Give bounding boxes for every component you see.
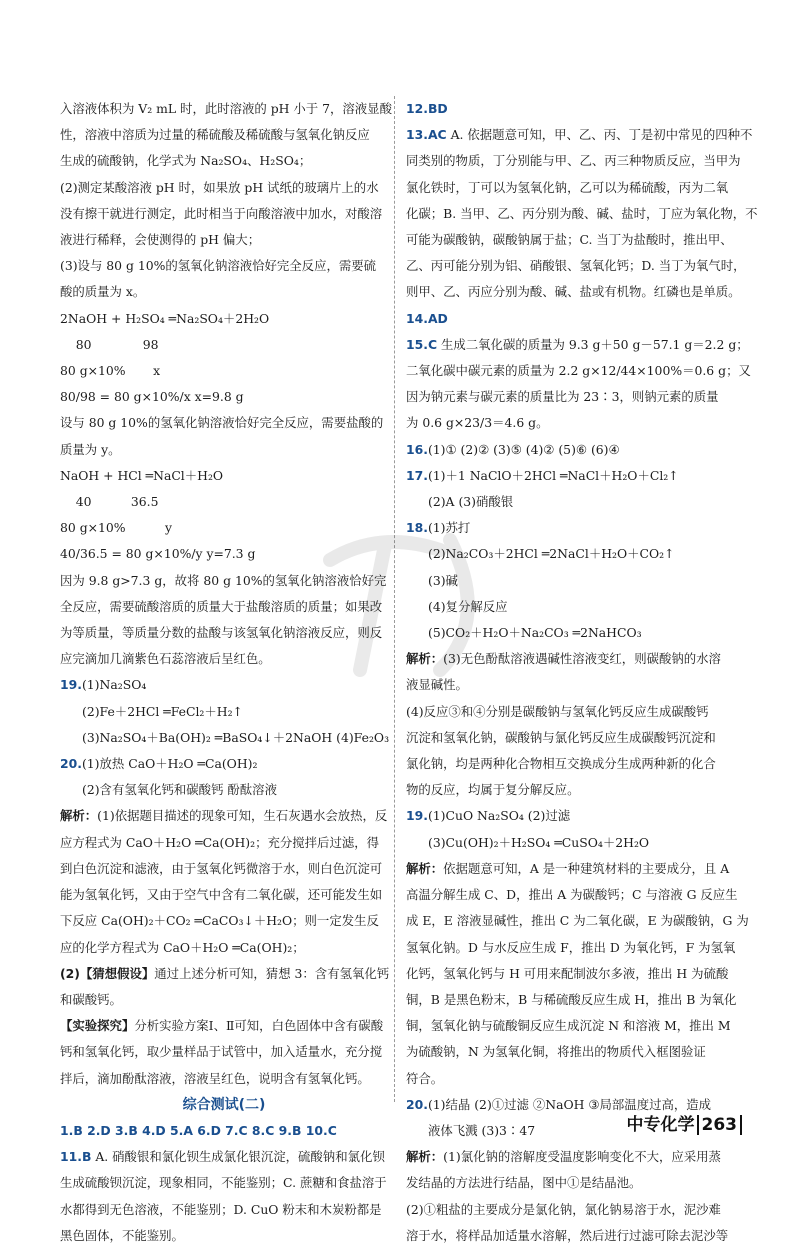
analysis-line xyxy=(60,803,388,829)
answer-text: (1)放热 CaO＋H₂O ═Ca(OH)₂ xyxy=(81,756,258,772)
analysis-line: 符合。 xyxy=(406,1070,444,1086)
experiment-line: 钙和氢氧化钙，取少量样品于试管中，加入适量水，充分搅 xyxy=(60,1044,383,1060)
answer-key: B xyxy=(81,1149,92,1165)
equation-line: 80 g×10% y xyxy=(60,520,172,536)
text-line: 入溶液体积为 V₂ mL 时，此时溶液的 pH 小于 7，溶液显酸 xyxy=(60,101,392,116)
equation-line: NaOH + HCl ═NaCl＋H₂O xyxy=(60,467,224,483)
answer-text: A. 依据题意可知，甲、乙、丙、丁是初中常见的四种不 xyxy=(446,127,753,143)
analysis-line: 到白色沉淀和滤液，由于氢氧化钙微溶于水，则白色沉淀可 xyxy=(60,860,383,876)
analysis-line: 发结晶的方法进行结晶，图中①是结晶池。 xyxy=(406,1175,642,1191)
equation-line: 40 36.5 xyxy=(60,494,159,510)
text-line: 生成的硫酸钠，化学式为 Na₂SO₄、H₂SO₄； xyxy=(60,153,312,169)
question-number: 19. xyxy=(406,808,428,824)
analysis-line: 化钙，氢氧化钙与 H 可用来配制波尔多液，推出 H 为硫酸 xyxy=(406,965,729,981)
analysis-line: 高温分解生成 C、D，推出 A 为碳酸钙；C 与溶液 G 反应生 xyxy=(406,887,738,903)
question-number: 18. xyxy=(406,520,428,536)
question-number: 13. xyxy=(406,127,428,143)
answer-line: 生成硫酸钡沉淀，现象相同，不能鉴别；C. 蔗糖和食盐溶于 xyxy=(60,1175,387,1191)
analysis-text: 依据题意可知，A 是一种建筑材料的主要成分，且 A xyxy=(443,860,730,876)
equation-line: 80 g×10% x xyxy=(60,363,161,379)
analysis-line: 氯化钠，均是两种化合物相互交换成分生成两种新的化合 xyxy=(406,756,716,772)
analysis-line: 铜，B 是黑色粉末，B 与稀硫酸反应生成 H，推出 B 为氧化 xyxy=(406,991,737,1007)
analysis-line: 能为氢氧化钙，又由于空气中含有二氧化碳，还可能发生如 xyxy=(60,887,383,903)
watermark-logo xyxy=(290,500,550,700)
analysis-line xyxy=(406,856,746,882)
experiment-text: 分析实验方案Ⅰ、Ⅱ可知，白色固体中含有碳酸 xyxy=(134,1018,384,1034)
text-line: 液进行稀释，会使测得的 pH 偏大； xyxy=(60,232,261,248)
answer-key: AD xyxy=(427,310,448,326)
analysis-line: 氢氧化钠。D 与水反应生成 F，推出 D 为氧化钙，F 为氢氧 xyxy=(406,939,736,955)
question-13 xyxy=(406,122,753,148)
answer-text: (1)结晶 (2)①过滤 ②NaOH ③局部温度过高，造成 xyxy=(427,1096,712,1112)
analysis-line: 物的反应，均属于复分解反应。 xyxy=(406,782,580,798)
analysis-line: 应方程式为 CaO＋H₂O ═Ca(OH)₂；充分搅拌后过滤，得 xyxy=(60,834,380,850)
answer-text: (1)＋1 NaClO＋2HCl ═NaCl＋H₂O＋Cl₂↑ xyxy=(427,467,679,483)
answer-line: (2)Fe＋2HCl ═FeCl₂＋H₂↑ xyxy=(82,703,243,719)
question-number: 20. xyxy=(60,756,82,772)
text-line: (2)测定某酸溶液 pH 时，如果放 pH 试纸的玻璃片上的水 xyxy=(60,179,379,195)
question-11 xyxy=(60,1144,388,1170)
experiment-label: 【实验探究】 xyxy=(60,1018,135,1034)
question-17 xyxy=(406,463,746,489)
question-number: 15. xyxy=(406,336,428,352)
text-line: 因为 9.8 g>7.3 g，故将 80 g 10%的氢氧化钠溶液恰好完 xyxy=(60,572,387,588)
question-number: 20. xyxy=(406,1096,428,1112)
answer-line: 因为钠元素与碳元素的质量比为 23∶3，则钠元素的质量 xyxy=(406,389,719,405)
answer-line: 化碳；B. 当甲、乙、丙分别为酸、碱、盐时，丁应为氧化物，不 xyxy=(406,205,758,221)
hypothesis-line: 和碳酸钙。 xyxy=(60,991,122,1007)
question-number: 14. xyxy=(406,310,428,326)
answer-line: (2)A (3)硝酸银 xyxy=(428,494,514,510)
text-line: 全反应，需要硫酸溶质的质量大于盐酸溶质的质量；如果改 xyxy=(60,598,383,614)
text-line: (3)设与 80 g 10%的氢氧化钠溶液恰好完全反应，需要硫 xyxy=(60,258,377,274)
analysis-text: (3)无色酚酞溶液遇碱性溶液变红，则碳酸钠的水溶 xyxy=(443,651,721,667)
experiment-line xyxy=(60,1013,388,1039)
analysis-line: 应的化学方程式为 CaO＋H₂O ═Ca(OH)₂； xyxy=(60,939,305,955)
proportion-line: 80/98 = 80 g×10%/x x=9.8 g xyxy=(60,389,244,405)
question-15 xyxy=(406,332,749,358)
answer-line: 液体飞溅 (3)3∶47 xyxy=(428,1122,536,1138)
answer-line: (3)Cu(OH)₂＋H₂SO₄ ═CuSO₄＋2H₂O xyxy=(428,834,650,850)
analysis-line: (4)反应③和④分别是碳酸钠与氢氧化钙反应生成碳酸钙 xyxy=(406,703,709,719)
answer-key: C xyxy=(427,336,438,352)
proportion-line: 40/36.5 = 80 g×10%/y y=7.3 g xyxy=(60,546,256,562)
answer-line: (3)碱 xyxy=(428,572,458,588)
answer-text: (1)苏打 xyxy=(427,520,471,536)
text-line: 没有擦干就进行测定，此时相当于向酸溶液中加水，对酸溶 xyxy=(60,205,383,221)
mcq-answers: 1.B 2.D 3.B 4.D 5.A 6.D 7.C 8.C 9.B 10.C xyxy=(60,1122,337,1138)
analysis-text: (1)氯化钠的溶解度受温度影响变化不大，应采用蒸 xyxy=(443,1149,721,1165)
answer-line: (2)Na₂CO₃＋2HCl ═2NaCl＋H₂O＋CO₂↑ xyxy=(428,546,675,562)
answer-key: BD xyxy=(427,101,448,116)
answer-line: 二氧化碳中碳元素的质量为 2.2 g×12/44×100%＝0.6 g；又 xyxy=(406,363,751,379)
analysis-label: 解析： xyxy=(406,860,444,876)
answer-line: 水都得到无色溶液，不能鉴别；D. CuO 粉末和木炭粉都是 xyxy=(60,1201,382,1217)
question-20 xyxy=(60,751,388,777)
answer-line: 乙、丙可能分别为铝、硝酸银、氢氧化钙；D. 当丁为氧气时， xyxy=(406,258,746,274)
hypothesis-line xyxy=(60,961,388,987)
question-number: 17. xyxy=(406,467,428,483)
question-number: 16. xyxy=(406,441,428,457)
hypothesis-label: (2)【猜想假设】 xyxy=(60,965,155,981)
question-number: 12. xyxy=(406,101,428,116)
analysis-line: 铜，氢氧化钠与硫酸铜反应生成沉淀 N 和溶液 M，推出 M xyxy=(406,1018,731,1034)
page-number: 263 xyxy=(697,1115,743,1135)
analysis-line: 下反应 Ca(OH)₂＋CO₂ ═CaCO₃↓＋H₂O；则一定发生反 xyxy=(60,913,379,929)
text-line: 质量为 y。 xyxy=(60,441,121,457)
section-title: 综合测试(二) xyxy=(182,1096,266,1113)
page-footer xyxy=(627,1110,743,1135)
answer-text: (1)① (2)② (3)⑤ (4)② (5)⑥ (6)④ xyxy=(427,441,620,457)
experiment-line: 拌后，滴加酚酞溶液，溶液呈红色，说明含有氢氧化钙。 xyxy=(60,1070,370,1086)
text-line: 性，溶液中溶质为过量的稀硫酸及稀硫酸与氢氧化钠反应 xyxy=(60,127,370,143)
answer-text: 生成二氧化碳的质量为 9.3 g＋50 g－57.1 g＝2.2 g； xyxy=(437,336,749,352)
analysis-line: (2)①粗盐的主要成分是氯化钠，氯化钠易溶于水，泥沙难 xyxy=(406,1201,721,1217)
analysis-text: (1)依据题目描述的现象可知，生石灰遇水会放热，反 xyxy=(97,808,388,824)
analysis-line: 为硫酸钠，N 为氢氧化铜，将推出的物质代入框图验证 xyxy=(406,1044,706,1060)
equation-line: 80 98 xyxy=(60,336,159,352)
answer-text: (1)CuO Na₂SO₄ (2)过滤 xyxy=(427,808,571,824)
text-line: 酸的质量为 x。 xyxy=(60,284,146,300)
answer-line: 黑色固体，不能鉴别。 xyxy=(60,1227,184,1243)
answer-line: 可能为碳酸钠，碳酸钠属于盐；C. 当丁为盐酸时，推出甲、 xyxy=(406,232,733,248)
answer-line: (4)复分解反应 xyxy=(428,598,508,614)
question-19 xyxy=(406,803,746,829)
answer-line: (3)Na₂SO₄＋Ba(OH)₂ ═BaSO₄↓＋2NaOH (4)Fe₂O₃ xyxy=(82,729,390,745)
answer-line: 则甲、乙、丙应分别为酸、碱、盐或有机物。红磷也是单质。 xyxy=(406,284,741,300)
question-14 xyxy=(406,306,746,332)
answer-line: 同类别的物质，丁分别能与甲、乙、丙三种物质反应，当甲为 xyxy=(406,153,741,169)
analysis-line xyxy=(406,1144,746,1170)
footer-subject: 中专化学 xyxy=(626,1115,695,1135)
question-16 xyxy=(406,437,746,463)
answer-text: (1)Na₂SO₄ xyxy=(81,677,147,693)
analysis-line: 溶于水，将样品加适量水溶解，然后进行过滤可除去泥沙等 xyxy=(406,1227,729,1243)
question-number: 19. xyxy=(60,677,82,693)
analysis-label: 解析： xyxy=(406,651,444,667)
analysis-label: 解析： xyxy=(60,808,98,824)
analysis-line: 沉淀和氢氧化钠，碳酸钠与氯化钙反应生成碳酸钙沉淀和 xyxy=(406,729,716,745)
analysis-line: 液显碱性。 xyxy=(406,677,468,693)
text-line: 为等质量，等质量分数的盐酸与该氢氧化钠溶液反应，则反 xyxy=(60,625,383,641)
answer-key: AC xyxy=(427,127,447,143)
answer-line: (2)含有氢氧化钙和碳酸钙 酚酞溶液 xyxy=(82,782,277,798)
analysis-line: 成 E，E 溶液显碱性，推出 C 为二氧化碳，E 为碳酸钠，G 为 xyxy=(406,913,749,929)
question-number: 11. xyxy=(60,1149,82,1165)
text-line: 设与 80 g 10%的氢氧化钠溶液恰好完全反应，需要盐酸的 xyxy=(60,415,384,431)
analysis-label: 解析： xyxy=(406,1149,444,1165)
answer-line: (5)CO₂＋H₂O＋Na₂CO₃ ═2NaHCO₃ xyxy=(428,625,642,641)
hypothesis-text: 通过上述分析可知，猜想 3：含有氢氧化钙 xyxy=(154,965,390,981)
answer-text: A. 硝酸银和氯化钡生成氯化银沉淀，硫酸钠和氯化钡 xyxy=(91,1149,385,1165)
question-12 xyxy=(406,96,746,122)
answer-line: 为 0.6 g×23/3＝4.6 g。 xyxy=(406,415,549,431)
text-line: 应完滴加几滴紫色石蕊溶液后呈红色。 xyxy=(60,651,271,667)
equation-line: 2NaOH + H₂SO₄ ═Na₂SO₄＋2H₂O xyxy=(60,310,270,326)
answer-line: 氯化铁时，丁可以为氢氧化钠，乙可以为稀硫酸，丙为二氧 xyxy=(406,179,729,195)
